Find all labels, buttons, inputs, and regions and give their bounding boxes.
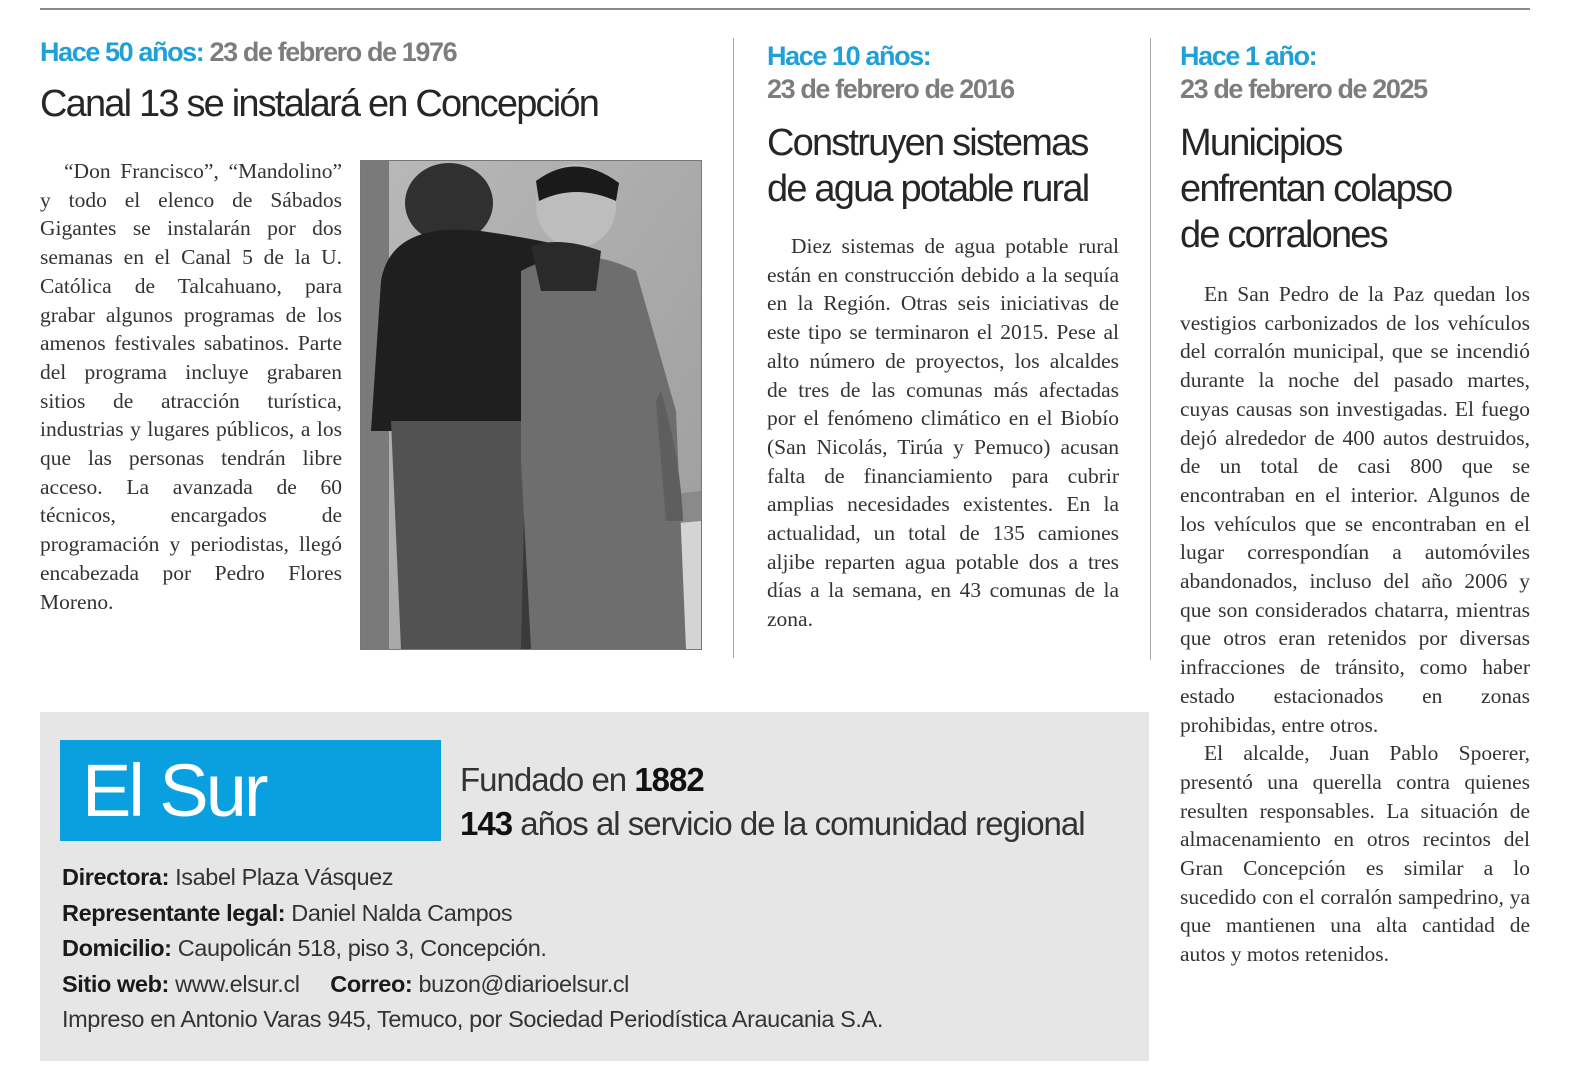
article-body [1180,280,1530,969]
correo-label: Correo: [330,970,413,997]
article-paragraph: Diez sistemas de agua potable rural están en construcción debido a la sequía en la Región. Otras seis iniciativas de este tipo se terminaron el 2015. Pese al alto número de proyectos, los alcaldes de tres de las comunas más afectadas por el fenómeno climático en el Biobío (San Nicolás, Tirúa y Pemuco) acusan falta de financiamiento para cubrir amplias necesidades existentes. En la actualidad, un total de 135 camiones aljibe reparten agua potable dos a tres días a la semana, en 43 comunas de la zona. [767,234,1119,632]
years-count: 143 [460,805,513,842]
years-suffix: años al servicio de la comunidad regional [512,805,1085,842]
directora-label: Directora: [62,864,170,890]
article-headline: Construyen sistemas de agua potable rural [767,122,1089,210]
column-divider-1 [733,38,734,658]
kicker-label: Hace 1 año: [1180,41,1317,71]
domicilio-value: Caupolicán 518, piso 3, Concepción. [177,935,547,961]
impreso-line: Impreso en Antonio Varas 945, Temuco, por Sociedad Periodística Araucania S.A. [62,1006,883,1032]
top-rule [40,8,1530,10]
article-paragraph: En San Pedro de la Paz quedan los vestigios carbonizados de los vehículos del corralón municipal, que se incendió durante la noche del pasado martes, cuyas causas son investigadas. El fuego dejó alrededor de 400 autos destruidos, de un total de casi 800 que se encontraban en el interior. Algunos de los vehículos que se encontraban en el lugar correspondían a automóviles abandonados, incluso del año 2006 y que son considerados chatarra, mientras que otros eran retenidos por diversas infracciones de tránsito, como haber estado estacionados en zonas prohibidas, entre otros. [1180,282,1530,737]
article-body [767,232,1119,634]
masthead-box [40,712,1149,1061]
kicker-date: 23 de febrero de 2016 [767,74,1014,104]
kicker-label: Hace 10 años: [767,41,931,71]
photo-image [361,161,701,649]
founded-info [460,758,1085,846]
directora-name: Isabel Plaza Vásquez [175,864,394,890]
article-kicker [40,36,700,69]
article-10-years [767,40,1119,634]
founded-year: 1882 [634,761,704,798]
web-label: Sitio web: [62,970,169,997]
kicker-date: 23 de febrero de 1976 [209,37,457,67]
article-headline: Canal 13 se instalará en Concepción [40,83,599,125]
founded-prefix: Fundado en [460,761,635,798]
domicilio-label: Domicilio: [62,935,172,961]
article-paragraph: “Don Francisco”, “Mandolino” y todo el elenco de Sábados Gigantes se instalarán por dos semanas en el Canal 5 de la U. Católica de Talcahuano, para grabar algunos programas de los amenos festivales sabatinos. Parte del programa incluye grabaren sitios de atracción turística, industrias y lugares públicos, a los que las personas tendrán libre acceso. La avanzada de 60 técnicos, encargados de programación y periodistas, llegó encabezada por Pedro Flores Moreno. [40,159,342,614]
article-kicker [1180,40,1530,106]
article-50-years [40,36,700,145]
kicker-label: Hace 50 años: [40,37,204,67]
article-photo [360,160,702,650]
column-divider-2 [1150,38,1151,660]
web-link[interactable]: www.elsur.cl [175,970,300,997]
article-kicker [767,40,1119,106]
representante-name: Daniel Nalda Campos [291,899,513,926]
representante-label: Representante legal: [62,899,286,926]
article-body [40,157,342,616]
article-headline: Municipios enfrentan colapso de corralones [1180,122,1452,256]
staff-info [62,860,883,1038]
article-1-year [1180,40,1530,969]
el-sur-logo: El Sur [60,740,441,841]
article-paragraph: El alcalde, Juan Pablo Spoerer, presentó una querella contra quienes resulten responsables. La situación de almacenamiento en otros recintos del Gran Concepción es similar a lo sucedido con el corralón sampedrino, ya que mantienen una alta cantidad de autos y motos retenidos. [1180,741,1530,967]
kicker-date: 23 de febrero de 2025 [1180,74,1427,104]
correo-link[interactable]: buzon@diarioelsur.cl [418,970,629,997]
